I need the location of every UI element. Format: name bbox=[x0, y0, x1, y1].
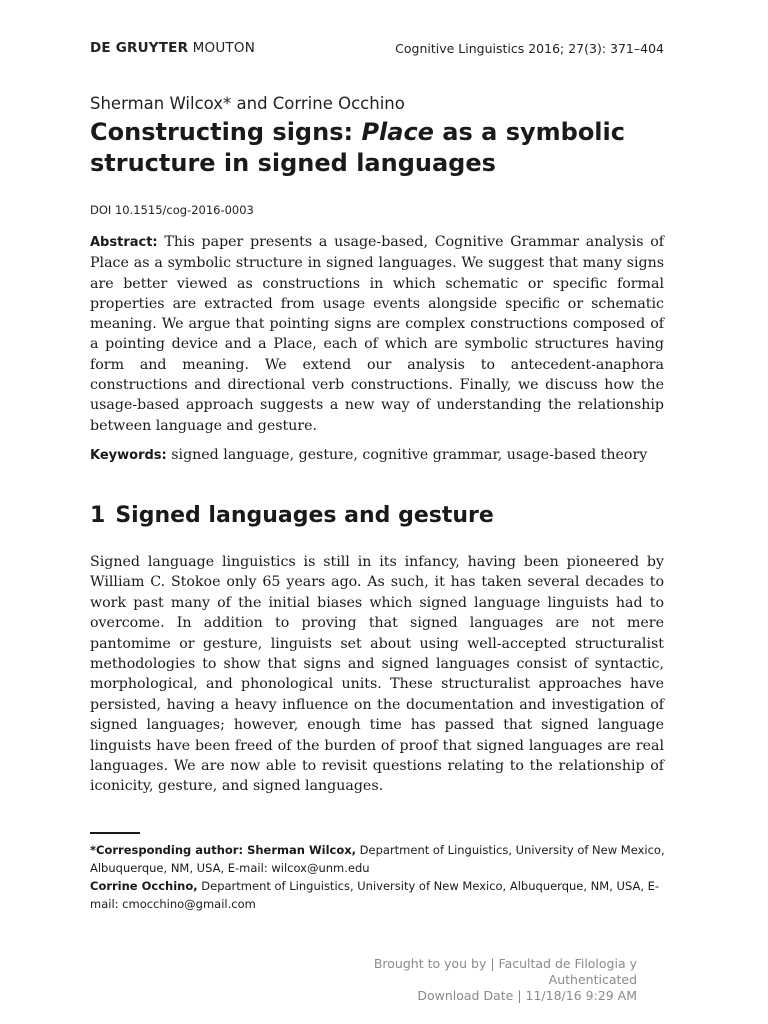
abstract-text: This paper presents a usage-based, Cognitive Grammar analysis of Place as a symbolic structure in signed languages. We suggest that many signs are better viewed as constructions in which schematic or specific formal properties are extracted from usage events alongside specific or schematic meaning. We argue that pointing signs are complex constructions composed of a pointing device and a Place, each of which are symbolic structures having form and meaning. We extend our analysis to antecedent-anaphora constructions and directional verb constructions. Finally, we discuss how the usage-based approach suggests a new way of understanding the relationship between language and gesture. bbox=[90, 234, 665, 434]
section-number: 1 bbox=[90, 503, 106, 528]
keywords bbox=[90, 445, 664, 466]
body-paragraph: Signed language linguistics is still in its infancy, having been pioneered by William C. Stokoe only 65 years ago. As such, it has taken several decades to work past many of the initial biases which signed language linguists had to overcome. In addition to proving that signed languages are not mere pantomime or gesture, linguists set about using well-accepted structuralist methodologies to show that signs and signed languages consist of syntactic, morphological, and phonological units. These structuralist approaches have persisted, having a heavy influence on the documentation and investigation of signed languages; however, enough time has passed that signed language linguists have been freed of the burden of proof that signed languages are real languages. We are now able to revisit questions relating to the relationship of iconicity, gesture, and signed languages. bbox=[90, 554, 664, 795]
download-notice-line-1: Brought to you by | Facultad de Filologia y bbox=[373, 956, 637, 971]
title-part-2: as a symbolic structure in signed languages bbox=[90, 118, 625, 177]
title-italic-term: Place bbox=[361, 118, 434, 146]
abstract bbox=[90, 232, 664, 436]
doi: DOI 10.1515/cog-2016-0003 bbox=[90, 203, 254, 217]
download-notice-line-2: Authenticated bbox=[548, 972, 637, 987]
footnote-2-text: Department of Linguistics, University of New Mexico, Albuquerque, NM, USA, E-mail: cmocchino@gmail.com bbox=[90, 879, 660, 911]
publisher-name-bold: DE GRUYTER bbox=[90, 40, 189, 56]
footnote-coauthor bbox=[90, 877, 670, 913]
footnote-corresponding-author bbox=[90, 841, 670, 877]
footnote-1-text: Department of Linguistics, University of New Mexico, Albuquerque, NM, USA, E-mail: wilcox@unm.edu bbox=[90, 843, 665, 875]
footnote-2-label: Corrine Occhino, bbox=[90, 879, 198, 893]
page-header bbox=[90, 40, 664, 60]
section-title: Signed languages and gesture bbox=[115, 503, 494, 528]
abstract-label: Abstract: bbox=[90, 235, 158, 250]
keywords-label: Keywords: bbox=[90, 448, 167, 463]
footnote-1-label: *Corresponding author: Sherman Wilcox, bbox=[90, 843, 357, 857]
keywords-text: signed language, gesture, cognitive grammar, usage-based theory bbox=[171, 447, 648, 463]
footnotes bbox=[90, 841, 670, 913]
title-part-1: Constructing signs: bbox=[90, 118, 362, 146]
download-notice-line-3: Download Date | 11/18/16 9:29 AM bbox=[417, 988, 637, 1003]
publisher-logo bbox=[90, 40, 255, 56]
section-heading bbox=[90, 503, 494, 528]
article-title bbox=[90, 117, 690, 179]
journal-reference: Cognitive Linguistics 2016; 27(3): 371–404 bbox=[395, 41, 664, 56]
publisher-name-imprint: MOUTON bbox=[192, 40, 255, 56]
author-line: Sherman Wilcox* and Corrine Occhino bbox=[90, 94, 405, 113]
download-notice bbox=[337, 956, 637, 1004]
footnote-divider bbox=[90, 832, 140, 834]
